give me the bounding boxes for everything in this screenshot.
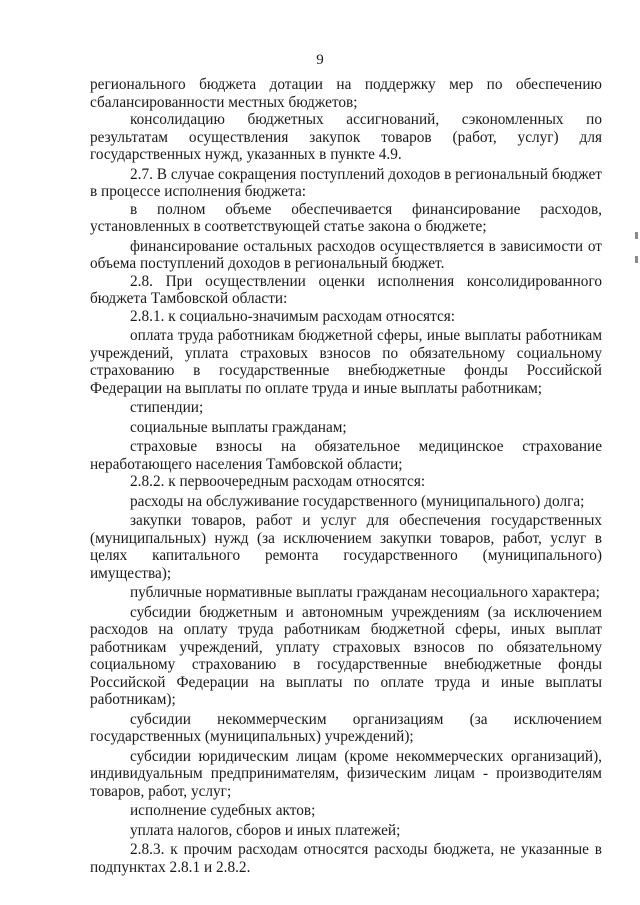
list-item: субсидии некоммерческим организациям (за исключением государственных (муниципальных) учреждений); (90, 710, 602, 745)
list-item: исполнение судебных актов; (130, 802, 316, 819)
list-item: страховые взносы на обязательное медицинское страхование неработающего населения Тамбовской области; (90, 438, 602, 473)
subsection-heading: 2.8.1. к социально-значимым расходам относятся: (130, 307, 456, 325)
list-item: закупки товаров, работ и услуг для обеспечения государственных (муниципальных) нужд (за исключением закупки товаров, работ, услуг в целях капитального ремонта государственного (муниципального) имущества); (90, 512, 602, 582)
list-item: субсидии юридическим лицам (кроме некоммерческих организаций), индивидуальным предпринимателям, физическим лицам - производителям товаров, работ, услуг; (90, 747, 602, 800)
page-number: 9 (316, 52, 324, 68)
list-item: уплата налогов, сборов и иных платежей; (130, 821, 401, 839)
subsection-heading: 2.8.2. к первоочередным расходам относятся: (130, 473, 426, 490)
paragraph: в полном объеме обеспечивается финансирование расходов, установленных в соответствующей статье закона о бюджете; (90, 200, 602, 235)
list-item: субсидии бюджетным и автономным учреждениям (за исключением расходов на оплату труда работникам бюджетной сферы, иных выплат работникам учреждений, уплату страховых взносов по обязательному социальному страхованию в государственные внебюджетные фонды Российской Федерации на выплаты по оплате труда и иные выплаты работникам); (90, 603, 602, 708)
scan-edge-mark (635, 232, 638, 239)
list-item: расходы на обслуживание государственного (муниципального) долга; (130, 492, 585, 510)
list-item: социальные выплаты гражданам; (130, 418, 347, 436)
subsection-paragraph: 2.8.3. к прочим расходам относятся расходы бюджета, не указанные в подпунктах 2.8.1 и 2.8.2. (90, 841, 602, 876)
paragraph: регионального бюджета дотации на поддержку мер по обеспечению сбалансированности местных бюджетов; (90, 76, 602, 111)
list-item: стипендии; (130, 399, 204, 416)
section-paragraph: 2.8. При осуществлении оценки исполнения консолидированного бюджета Тамбовской области: (90, 272, 602, 307)
list-item: публичные нормативные выплаты гражданам несоциального характера; (130, 584, 600, 601)
document-body (90, 76, 602, 876)
section-paragraph: 2.7. В случае сокращения поступлений доходов в региональный бюджет в процессе исполнения бюджета: (90, 165, 602, 200)
paragraph: финансирование остальных расходов осуществляется в зависимости от объема поступлений доходов в региональный бюджет. (90, 237, 602, 272)
list-item: оплата труда работникам бюджетной сферы, иные выплаты работникам учреждений, уплата страховых взносов по обязательному социальному страхованию в государственные внебюджетные фонды Российской Федерации на выплаты по оплате труда и иные выплаты работникам; (90, 327, 602, 397)
paragraph: консолидацию бюджетных ассигнований, сэкономленных по результатам осуществления закупок товаров (работ, услуг) для государственных нужд, указанных в пункте 4.9. (90, 111, 602, 163)
scan-edge-mark (635, 256, 638, 263)
